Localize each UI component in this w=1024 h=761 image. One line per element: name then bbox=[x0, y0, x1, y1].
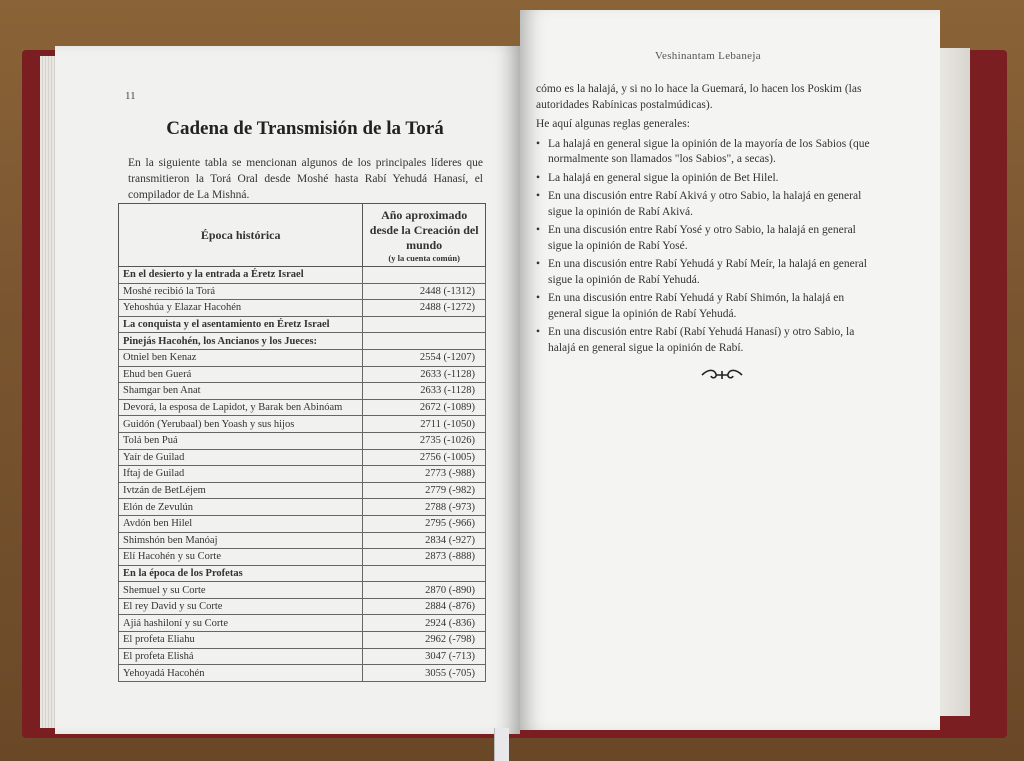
rule-item: • En una discusión entre Rabí Yehudá y Rabí Meír, la halajá en general sigue la opinión de Rabí Yehudá. bbox=[536, 257, 876, 288]
table-row bbox=[119, 632, 486, 649]
row-year bbox=[363, 316, 486, 333]
row-label: El profeta Elishá bbox=[119, 648, 363, 665]
row-label: Shimshón ben Manóaj bbox=[119, 532, 363, 549]
table-row bbox=[119, 499, 486, 516]
row-label: Ajiá hashiloní y su Corte bbox=[119, 615, 363, 632]
row-year: 2756 (-1005) bbox=[363, 449, 486, 466]
row-year: 2672 (-1089) bbox=[363, 399, 486, 416]
row-year: 2448 (-1312) bbox=[363, 283, 486, 300]
ornament-icon bbox=[700, 368, 744, 387]
row-label: El profeta Eliahu bbox=[119, 632, 363, 649]
row-year: 2779 (-982) bbox=[363, 482, 486, 499]
table-row bbox=[119, 267, 486, 284]
rule-item: • La halajá en general sigue la opinión de Bet Hilel. bbox=[536, 171, 876, 187]
row-label: Iftaj de Guilad bbox=[119, 466, 363, 483]
row-label: Yehoshúa y Elazar Hacohén bbox=[119, 300, 363, 317]
page-edges-right bbox=[940, 48, 970, 716]
table-row bbox=[119, 366, 486, 383]
table-header-period: Época histórica bbox=[119, 204, 363, 267]
row-year: 2795 (-966) bbox=[363, 515, 486, 532]
table-row bbox=[119, 565, 486, 582]
row-label: Ivtzán de BetLéjem bbox=[119, 482, 363, 499]
year-header-sublabel: (y la cuenta común) bbox=[388, 252, 460, 263]
table-row bbox=[119, 399, 486, 416]
row-label: Guidón (Yerubaal) ben Yoash y sus hijos bbox=[119, 416, 363, 433]
row-year bbox=[363, 333, 486, 350]
row-label: Yehoyadá Hacohén bbox=[119, 665, 363, 682]
table-row bbox=[119, 283, 486, 300]
row-label: Elí Hacohén y su Corte bbox=[119, 549, 363, 566]
table-row bbox=[119, 300, 486, 317]
table-body bbox=[119, 267, 486, 682]
row-label: Tolá ben Puá bbox=[119, 432, 363, 449]
row-year: 3055 (-705) bbox=[363, 665, 486, 682]
row-year: 2711 (-1050) bbox=[363, 416, 486, 433]
row-year: 2488 (-1272) bbox=[363, 300, 486, 317]
row-year: 2633 (-1128) bbox=[363, 366, 486, 383]
row-label: Shamgar ben Anat bbox=[119, 383, 363, 400]
page-edges-left bbox=[40, 56, 56, 728]
row-label: Devorá, la esposa de Lapidot, y Barak ben Abinóam bbox=[119, 399, 363, 416]
right-page-text bbox=[536, 82, 876, 359]
row-year: 2773 (-988) bbox=[363, 466, 486, 483]
row-label: La conquista y el asentamiento en Éretz Israel bbox=[119, 316, 363, 333]
row-label: Pinejás Hacohén, los Ancianos y los Jueces: bbox=[119, 333, 363, 350]
table-row bbox=[119, 416, 486, 433]
row-year: 2873 (-888) bbox=[363, 549, 486, 566]
table-row bbox=[119, 349, 486, 366]
row-label: El rey David y su Corte bbox=[119, 598, 363, 615]
table-row bbox=[119, 515, 486, 532]
rule-item: • En una discusión entre Rabí Yehudá y Rabí Shimón, la halajá en general sigue la opinión de Rabí Yehudá. bbox=[536, 291, 876, 322]
intro-paragraph: En la siguiente tabla se mencionan algunos de los principales líderes que transmitieron la Torá Oral desde Moshé hasta Rabí Yehudá Hanasí, el compilador de La Mishná. bbox=[128, 157, 483, 201]
row-label: Yaír de Guilad bbox=[119, 449, 363, 466]
row-year bbox=[363, 267, 486, 284]
table-row bbox=[119, 665, 486, 682]
row-year: 2633 (-1128) bbox=[363, 383, 486, 400]
row-label: En la época de los Profetas bbox=[119, 565, 363, 582]
bookmark-ribbon bbox=[494, 728, 509, 761]
table-row bbox=[119, 532, 486, 549]
table-row bbox=[119, 333, 486, 350]
table-header-year bbox=[363, 204, 486, 267]
row-year: 2884 (-876) bbox=[363, 598, 486, 615]
table-row bbox=[119, 449, 486, 466]
rule-item: • La halajá en general sigue la opinión de la mayoría de los Sabios (que normalmente son llamados "los Sabios", a secas). bbox=[536, 137, 876, 168]
rule-item: • En una discusión entre Rabí Yosé y otro Sabio, la halajá en general sigue la opinión de Rabí Yosé. bbox=[536, 223, 876, 254]
table-row bbox=[119, 615, 486, 632]
year-header-label: Año aproximado desde la Creación del mundo bbox=[369, 207, 479, 252]
running-head: Veshinantam Lebaneja bbox=[655, 50, 761, 62]
row-year: 2924 (-836) bbox=[363, 615, 486, 632]
row-label: En el desierto y la entrada a Éretz Israel bbox=[119, 267, 363, 284]
rules-list bbox=[536, 137, 876, 357]
rules-lead: He aquí algunas reglas generales: bbox=[536, 118, 690, 130]
row-label: Avdón ben Hilel bbox=[119, 515, 363, 532]
table-row bbox=[119, 482, 486, 499]
row-year: 2870 (-890) bbox=[363, 582, 486, 599]
rule-item: • En una discusión entre Rabí (Rabí Yehudá Hanasí) y otro Sabio, la halajá en general sigue la opinión de Rabí. bbox=[536, 325, 876, 356]
rule-item: • En una discusión entre Rabí Akivá y otro Sabio, la halajá en general sigue la opinión de Rabí Akivá. bbox=[536, 189, 876, 220]
row-label: Moshé recibió la Torá bbox=[119, 283, 363, 300]
row-year: 2788 (-973) bbox=[363, 499, 486, 516]
row-label: Elón de Zevulún bbox=[119, 499, 363, 516]
table-row bbox=[119, 598, 486, 615]
row-label: Otniel ben Kenaz bbox=[119, 349, 363, 366]
page-title: Cadena de Transmisión de la Torá bbox=[166, 118, 444, 139]
row-year bbox=[363, 565, 486, 582]
table-row bbox=[119, 466, 486, 483]
table-row bbox=[119, 383, 486, 400]
table-row bbox=[119, 316, 486, 333]
row-year: 2962 (-798) bbox=[363, 632, 486, 649]
table-row bbox=[119, 432, 486, 449]
opening-paragraph: cómo es la halajá, y si no lo hace la Guemará, lo hacen los Poskim (las autoridades Rabínicas postalmúdicas). bbox=[536, 83, 862, 111]
row-year: 2735 (-1026) bbox=[363, 432, 486, 449]
table-row bbox=[119, 648, 486, 665]
page-number: 11 bbox=[125, 90, 136, 102]
row-year: 2554 (-1207) bbox=[363, 349, 486, 366]
transmission-table bbox=[118, 203, 486, 682]
table-row bbox=[119, 549, 486, 566]
row-label: Shemuel y su Corte bbox=[119, 582, 363, 599]
row-year: 3047 (-713) bbox=[363, 648, 486, 665]
table-row bbox=[119, 582, 486, 599]
row-label: Ehud ben Guerá bbox=[119, 366, 363, 383]
row-year: 2834 (-927) bbox=[363, 532, 486, 549]
